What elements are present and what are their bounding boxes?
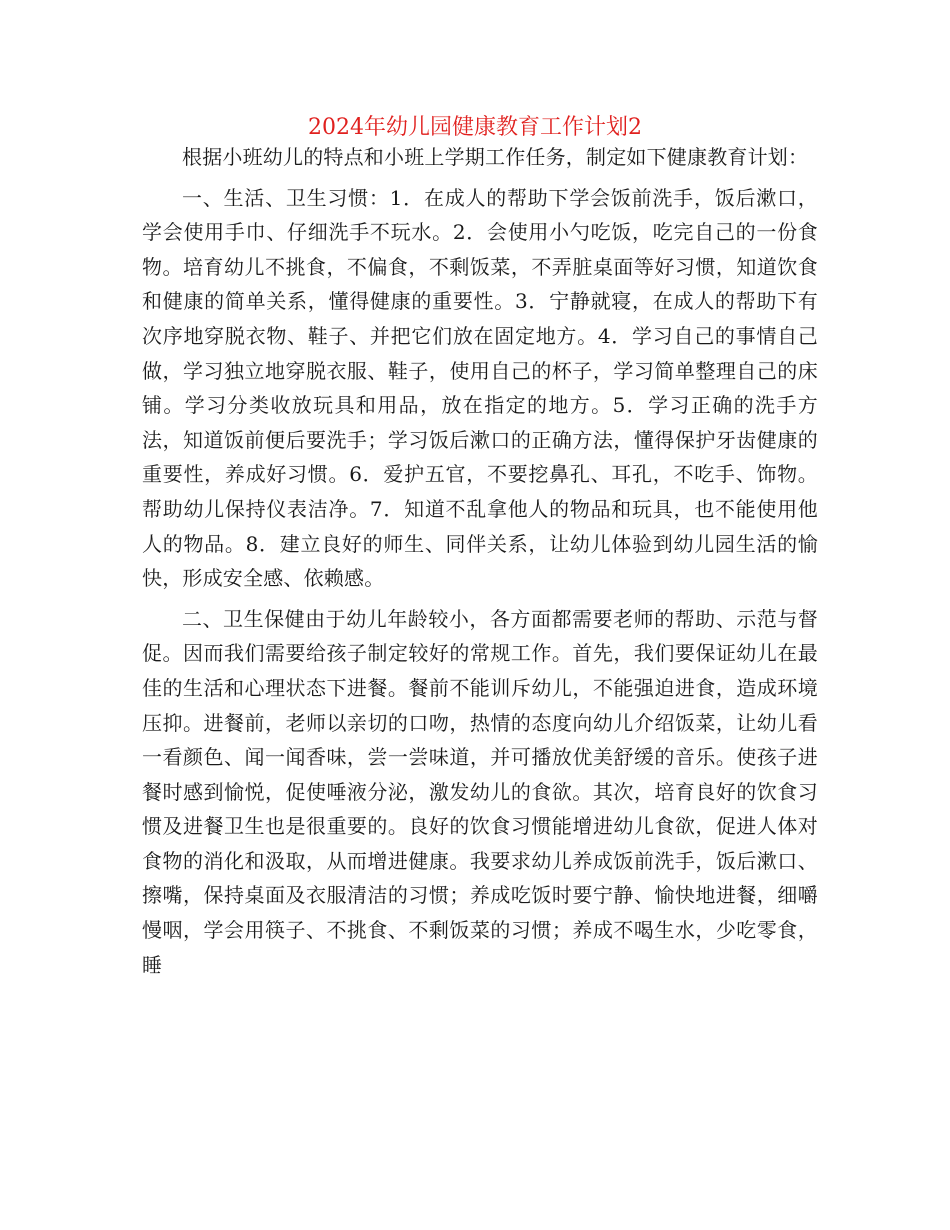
paragraph-living-hygiene-habits: 一、生活、卫生习惯：1．在成人的帮助下学会饭前洗手，饭后漱口，学会使用手巾、仔细洗手不玩水。2．会使用小勺吃饭，吃完自己的一份食物。培育幼儿不挑食，不偏食，不剩饭菜，不弄脏桌面等好习惯，知道饮食和健康的简单关系，懂得健康的重要性。3．宁静就寝，在成人的帮助下有次序地穿脱衣物、鞋子、并把它们放在固定地方。4．学习自己的事情自己做，学习独立地穿脱衣服、鞋子，使用自己的杯子，学习简单整理自己的床铺。学习分类收放玩具和用品，放在指定的地方。5．学习正确的洗手方法，知道饭前便后要洗手；学习饭后漱口的正确方法，懂得保护牙齿健康的重要性，养成好习惯。6．爱护五官，不要挖鼻孔、耳孔，不吃手、饰物。帮助幼儿保持仪表洁净。7．知道不乱拿他人的物品和玩具，也不能使用他人的物品。8．建立良好的师生、同伴关系，让幼儿体验到幼儿园生活的愉快，形成安全感、依赖感。 [142,185,818,591]
document-body [142,140,818,982]
document-title: 2024年幼儿园健康教育工作计划2 [308,115,642,140]
paragraph-intro: 根据小班幼儿的特点和小班上学期工作任务，制定如下健康教育计划： [182,145,809,169]
paragraph-health-care: 二、卫生保健由于幼儿年龄较小，各方面都需要老师的帮助、示范与督促。因而我们需要给孩子制定较好的常规工作。首先，我们要保证幼儿在最佳的生活和心理状态下进餐。餐前不能训斥幼儿，不能强迫进食，造成环境压抑。进餐前，老师以亲切的口吻，热情的态度向幼儿介绍饭菜，让幼儿看一看颜色、闻一闻香味，尝一尝味道，并可播放优美舒缓的音乐。使孩子进餐时感到愉悦，促使唾液分泌，激发幼儿的食欲。其次，培育良好的饮食习惯及进餐卫生也是很重要的。良好的饮食习惯能增进幼儿食欲，促进人体对食物的消化和汲取，从而增进健康。我要求幼儿养成饭前洗手，饭后漱口、擦嘴，保持桌面及衣服清洁的习惯；养成吃饭时要宁静、愉快地进餐，细嚼慢咽，学会用筷子、不挑食、不剩饭菜的习惯；养成不喝生水，少吃零食，睡 [142,606,818,977]
